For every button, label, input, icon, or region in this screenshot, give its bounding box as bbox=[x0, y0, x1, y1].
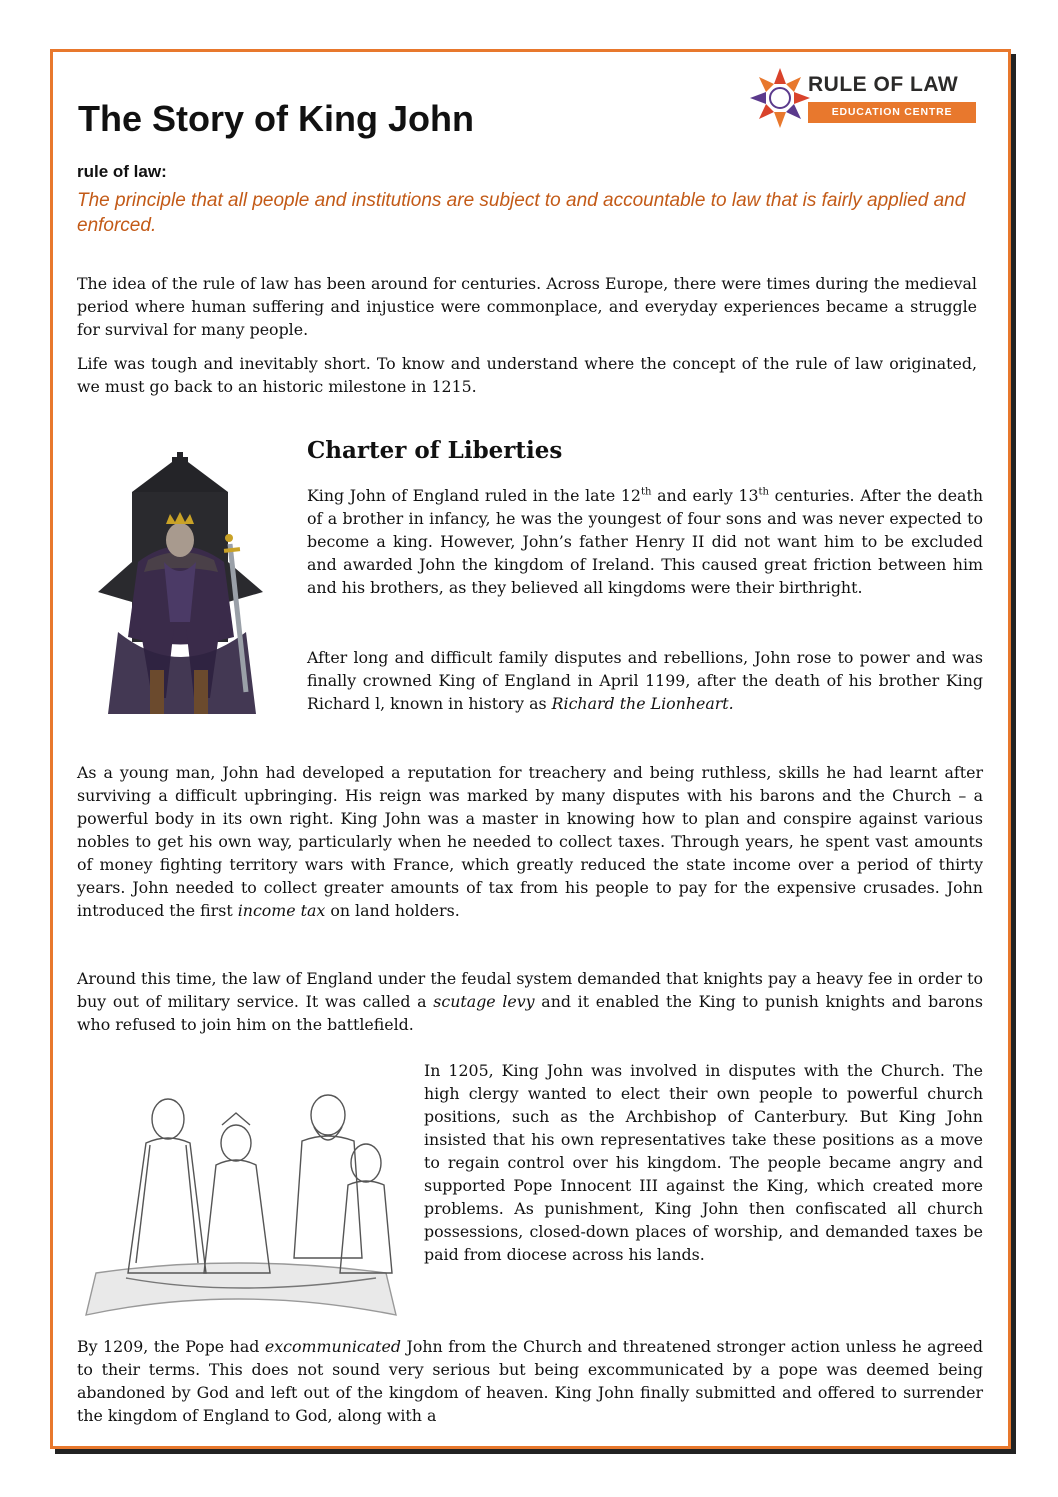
king-john-throne-illustration bbox=[78, 452, 283, 720]
definition-text: The principle that all people and institutions are subject to and accountable to law that is fairly applied and enforced. bbox=[77, 190, 966, 236]
section-paragraph-4: Around this time, the law of England under the feudal system demanded that knights pay a heavy fee in order to buy out of military service. It was called a scutage levy and it enabled the King to punish knights and barons who refused to join him on the battlefield. bbox=[77, 969, 983, 1034]
logo-title: RULE OF LAW bbox=[808, 73, 959, 96]
logo-subtitle: EDUCATION CENTRE bbox=[808, 102, 976, 123]
section-paragraph-1: King John of England ruled in the late 12th and early 13th centuries. After the death of a brother in infancy, he was the youngest of four sons and was never expected to become a king. However, John’s father Henry II did not want him to be excluded and awarded John the kingdom of Ireland. This caused great friction between him and his brothers, as they believed all kingdoms were their birthright. bbox=[307, 486, 983, 597]
intro-paragraph-2: Life was tough and inevitably short. To know and understand where the concept of the rule of law originated, we must go back to an historic milestone in 1215. bbox=[77, 354, 977, 396]
section-paragraph-2: After long and difficult family disputes and rebellions, John rose to power and was finally crowned King of England in April 1199, after the death of his brother King Richard l, known in history as Richard the Lionheart. bbox=[307, 648, 983, 713]
definition-term: rule of law: bbox=[77, 162, 167, 181]
page-title: The Story of King John bbox=[78, 98, 474, 139]
section-heading: Charter of Liberties bbox=[307, 437, 563, 464]
section-paragraph-6: By 1209, the Pope had excommunicated John from the Church and threatened stronger action unless he agreed to their terms. This does not sound very serious but being excommunicated by a pope was deemed being abandoned by God and left out of the kingdom of heaven. King John finally submitted and offered to surrender the kingdom of England to God, along with a bbox=[77, 1337, 983, 1425]
clergy-council-illustration bbox=[66, 1083, 406, 1323]
section-paragraph-5: In 1205, King John was involved in disputes with the Church. The high clergy wanted to elect their own people to powerful church positions, such as the Archbishop of Canterbury. But King John insisted that his own representatives take these positions as a move to regain control over his kingdom. The people became angry and supported Pope Innocent III against the King, which created more problems. As punishment, King John then confiscated all church possessions, closed-down places of worship, and demanded taxes be paid from diocese across his lands. bbox=[424, 1061, 983, 1264]
section-paragraph-3: As a young man, John had developed a reputation for treachery and being ruthless, skills he had learnt after surviving a difficult upbringing. His reign was marked by many disputes with his barons and the Church – a powerful body in its own right. King John was a master in knowing how to plan and conspire against various nobles to get his own way, particularly when he needed to collect taxes. Through years, he spent vast amounts of money fighting territory wars with France, which greatly reduced the state income over a period of thirty years. John needed to collect greater amounts of tax from his people to pay for the expensive crusades. John introduced the first income tax on land holders. bbox=[77, 763, 983, 920]
intro-paragraph-1: The idea of the rule of law has been around for centuries. Across Europe, there were times during the medieval period where human suffering and injustice were commonplace, and everyday experiences became a struggle for survival for many people. bbox=[77, 274, 977, 339]
